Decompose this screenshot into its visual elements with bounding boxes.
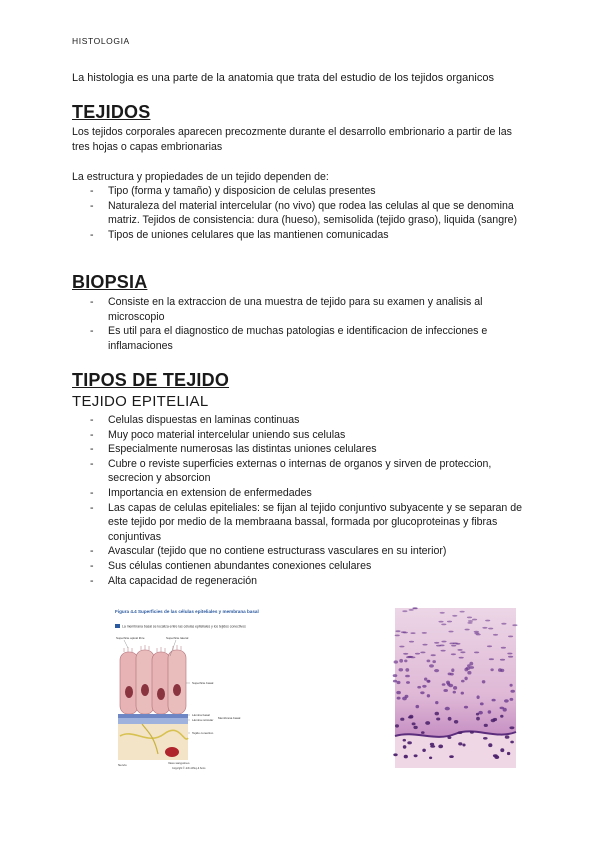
- cell-nucleus: [468, 620, 473, 622]
- cell-nucleus: [421, 731, 425, 734]
- cell-nucleus: [448, 631, 453, 633]
- cell-nucleus: [504, 699, 509, 702]
- cell-nucleus: [501, 623, 506, 625]
- cell-nucleus: [461, 680, 465, 683]
- label-lateral: Superficie lateral: [166, 636, 189, 640]
- cell-nucleus: [427, 660, 431, 663]
- cell-nucleus: [448, 684, 453, 687]
- figure-caption: Figura 4.4 Superficies de las células epiteliales y membrana basal: [115, 609, 259, 614]
- cell-nucleus: [443, 689, 448, 692]
- blood-vessel: [165, 747, 179, 757]
- cell-nucleus: [434, 669, 439, 672]
- cell-nucleus: [451, 668, 454, 672]
- cell-nucleus: [488, 710, 492, 713]
- cell-nucleus: [438, 745, 443, 749]
- cell-nucleus: [507, 653, 512, 655]
- cell-nucleus: [396, 691, 401, 694]
- list-item: - Es util para el diagnostico de muchas patologias e identificacion de infecciones e inflamaciones: [72, 324, 532, 353]
- epithelium-diagram-figure: [114, 606, 259, 770]
- cell-nucleus: [394, 660, 398, 663]
- label-connective: Tejido conectivo: [192, 731, 214, 735]
- cell-nucleus: [505, 735, 510, 738]
- cell-nucleus: [420, 691, 424, 694]
- cell-nucleus: [432, 660, 436, 663]
- cell-nucleus: [488, 628, 493, 630]
- cell-nucleus: [399, 668, 404, 671]
- cell-nucleus: [480, 702, 484, 705]
- cell-nucleus: [440, 612, 445, 614]
- list-item: - Alta capacidad de regeneración: [72, 574, 532, 589]
- cell-nucleus: [441, 641, 446, 643]
- cell-nucleus: [476, 713, 479, 716]
- cell-nucleus: [403, 739, 406, 742]
- cell-nucleus: [462, 744, 465, 747]
- cell-nucleus: [399, 646, 404, 648]
- cell-nucleus: [403, 653, 408, 655]
- cell-nucleus: [414, 754, 418, 757]
- cell-nucleus: [451, 653, 456, 655]
- cell-nucleus: [393, 680, 397, 683]
- cell-nucleus: [460, 611, 465, 613]
- cell-nucleus: [427, 694, 430, 697]
- cell-nucleus: [512, 624, 517, 626]
- cell-nucleus: [493, 754, 498, 757]
- cell-nucleus: [500, 707, 505, 710]
- list-item: - Muy poco material intercelular uniendo sus celulas: [72, 428, 532, 443]
- cell-nucleus: [474, 631, 479, 633]
- cell-nucleus: [438, 621, 443, 623]
- cell-nucleus: [395, 724, 399, 727]
- section-title-tejidos: TEJIDOS: [72, 102, 151, 122]
- list-item: - Sus células contienen abundantes conexiones celulares: [72, 559, 532, 574]
- cell-nucleus: [476, 717, 480, 721]
- cell-nucleus: [400, 718, 404, 721]
- cell-nucleus: [430, 745, 435, 748]
- section-title-biopsia: BIOPSIA: [72, 272, 148, 292]
- cell-nucleus: [447, 621, 452, 623]
- cell-nucleus: [500, 715, 503, 718]
- list-item: - Tipo (forma y tamaño) y disposicion de celulas presentes: [72, 184, 532, 199]
- cell-nucleus: [449, 643, 454, 645]
- cell-nucleus: [442, 683, 446, 686]
- epithelial-cells: [120, 650, 186, 714]
- cell-nucleus: [464, 677, 467, 681]
- cell-nucleus: [458, 731, 463, 734]
- cell-nucleus: [507, 752, 510, 755]
- cell-nucleus: [445, 707, 450, 711]
- cell-nucleus: [441, 650, 446, 652]
- reticular-lamina: [118, 718, 188, 724]
- cell-nucleus: [404, 660, 407, 663]
- cell-nucleus: [477, 695, 480, 699]
- label-vessel: Vaso sanguíneo: [168, 761, 190, 765]
- cell-nucleus: [449, 755, 454, 758]
- cell-nucleus: [402, 697, 407, 701]
- cell-nucleus: [455, 643, 460, 645]
- cell-nucleus: [426, 680, 430, 683]
- cell-nucleus: [498, 668, 502, 672]
- cell-nucleus: [461, 692, 464, 695]
- cell-nucleus: [482, 627, 487, 629]
- list-item: - Consiste en la extraccion de una muestra de tejido para su examen y analisis al microscopio: [72, 295, 532, 324]
- cell-nucleus: [409, 609, 414, 611]
- cell-nucleus: [412, 722, 416, 725]
- cell-nucleus: [474, 652, 479, 654]
- cell-nucleus: [508, 636, 513, 638]
- cell-nucleus: [425, 721, 430, 725]
- label-apical: Superficie apical libre: [116, 636, 145, 640]
- cell-nucleus: [422, 644, 427, 646]
- cell-nucleus: [409, 715, 413, 719]
- cell-nucleus: [397, 681, 401, 684]
- cell-nucleus: [441, 624, 446, 626]
- figure-credit: Copyright © John Wiley & Sons: [172, 767, 206, 770]
- cell-nucleus: [409, 641, 414, 643]
- figure-marker-icon: [115, 624, 120, 628]
- list-item: - Especialmente numerosas las distintas uniones celulares: [72, 442, 532, 457]
- cell-nucleus: [393, 674, 398, 677]
- cell-nucleus: [467, 617, 472, 619]
- cell-nucleus: [492, 699, 496, 702]
- subsection-title-epitelial: TEJIDO EPITELIAL: [72, 393, 209, 410]
- cell-nucleus: [436, 645, 441, 647]
- figure-sublabel: La membrana basal se localiza entre las células epiteliales y los tejidos conectivos: [122, 624, 246, 629]
- cell-nucleus: [435, 712, 439, 716]
- cell-nucleus: [500, 659, 505, 661]
- cell-nucleus: [460, 651, 465, 653]
- label-basal-lamina: Lámina basal: [192, 713, 210, 717]
- cell-nucleus: [472, 619, 477, 621]
- list-item: - Avascular (tejido que no contiene estructurass vasculares en su interior): [72, 544, 532, 559]
- cell-nucleus: [422, 685, 426, 688]
- cell-nucleus: [459, 657, 464, 659]
- intro-text: La histologia es una parte de la anatomia que trata del estudio de los tejidos organicos: [72, 72, 494, 84]
- cell-nucleus: [434, 642, 439, 644]
- list-item: - Cubre o reviste superficies externas o internas de organos y sirven de proteccion, secrecion y absorcion: [72, 457, 532, 486]
- tejidos-paragraph: Los tejidos corporales aparecen precozmente durante el desarrollo embrionario a partir de las tres hojas o capas embrionarias: [72, 126, 512, 153]
- cell-nucleus: [424, 678, 427, 681]
- cell-nucleus: [422, 632, 427, 634]
- label-basal: Superficie basal: [192, 681, 214, 685]
- label-basement-membrane: Membrana basal: [218, 716, 241, 720]
- section-title-tipos: TIPOS DE TEJIDO: [72, 370, 230, 390]
- cell-nucleus: [420, 652, 425, 654]
- cell-nucleus: [487, 645, 492, 647]
- cell-nucleus: [407, 741, 412, 744]
- list-item: - Naturaleza del material intercelular (no vivo) que rodea las celulas al que se denomina matriz. Tejidos de consistencia: dura (hueso), semisolida (tejido graso), liquida (sangre): [72, 199, 532, 228]
- epitelial-list: [72, 413, 532, 588]
- cell-nucleus: [413, 726, 417, 729]
- cell-nucleus: [393, 753, 397, 756]
- cell-nucleus: [483, 737, 488, 740]
- cell-nucleus: [431, 654, 436, 656]
- list-item: - Tipos de uniones celulares que las mantienen comunicadas: [72, 228, 532, 243]
- cell-nucleus: [510, 698, 514, 701]
- cell-nucleus: [476, 634, 481, 636]
- cell-nucleus: [493, 634, 498, 636]
- cell-nucleus: [422, 749, 426, 752]
- cell-nucleus: [402, 610, 407, 612]
- cell-nucleus: [401, 631, 406, 633]
- cell-nucleus: [509, 726, 514, 729]
- cell-nucleus: [415, 653, 420, 655]
- tejidos-lead: La estructura y propiedades de un tejido dependen de:: [72, 171, 329, 183]
- epithelium-micrograph: [395, 608, 516, 768]
- cell-nucleus: [436, 718, 440, 721]
- cell-nucleus: [395, 630, 400, 632]
- cell-nucleus: [399, 659, 403, 663]
- cell-nucleus: [429, 757, 432, 760]
- cell-nucleus: [429, 664, 434, 667]
- cell-nucleus: [501, 647, 506, 649]
- basal-lamina: [118, 714, 188, 718]
- tejidos-list: [72, 184, 532, 242]
- cell-nucleus: [467, 622, 472, 624]
- epithelium-micrograph-figure: [395, 608, 516, 768]
- cell-nucleus: [403, 745, 407, 749]
- cell-nucleus: [448, 717, 452, 721]
- cell-nucleus: [484, 724, 488, 727]
- cell-nucleus: [488, 743, 492, 747]
- label-reticular-lamina: Lámina reticular: [192, 718, 214, 722]
- cell-nucleus: [457, 649, 462, 651]
- cell-nucleus: [508, 656, 513, 658]
- cell-nucleus: [397, 697, 401, 700]
- cell-nucleus: [417, 686, 421, 689]
- cell-nucleus: [485, 620, 490, 622]
- cell-nucleus: [435, 701, 438, 704]
- cell-nucleus: [469, 666, 474, 669]
- cell-nucleus: [458, 742, 462, 745]
- cell-nucleus: [470, 731, 474, 734]
- cell-nucleus: [416, 705, 420, 708]
- cell-nucleus: [467, 671, 471, 675]
- label-nerve: Nervio: [118, 763, 127, 767]
- cell-nucleus: [465, 629, 470, 631]
- cell-nucleus: [482, 680, 486, 683]
- biopsia-list: [72, 295, 532, 353]
- cell-nucleus: [489, 658, 494, 660]
- epithelium-diagram: [114, 606, 259, 770]
- cell-nucleus: [491, 719, 496, 722]
- cell-nucleus: [469, 662, 473, 666]
- cell-nucleus: [446, 681, 450, 685]
- cell-nucleus: [410, 632, 415, 634]
- cell-nucleus: [413, 608, 418, 610]
- cell-nucleus: [395, 635, 400, 637]
- cell-nucleus: [405, 675, 410, 678]
- cell-nucleus: [490, 668, 493, 671]
- cell-nucleus: [510, 684, 513, 687]
- cell-nucleus: [500, 748, 504, 752]
- document-header: HISTOLOGIA: [72, 36, 130, 46]
- cell-nucleus: [510, 741, 514, 744]
- cell-nucleus: [464, 706, 468, 709]
- cell-nucleus: [406, 681, 410, 684]
- cell-nucleus: [453, 691, 456, 694]
- cell-nucleus: [447, 736, 451, 739]
- cell-nucleus: [408, 656, 413, 658]
- cell-nucleus: [454, 720, 458, 724]
- cell-nucleus: [405, 668, 409, 672]
- cell-nucleus: [450, 673, 454, 676]
- cell-nucleus: [452, 615, 457, 617]
- cell-nucleus: [451, 645, 456, 647]
- cell-nucleus: [404, 755, 408, 759]
- list-item: - Importancia en extension de enfermedades: [72, 486, 532, 501]
- cell-nucleus: [510, 690, 515, 693]
- cell-nucleus: [453, 686, 457, 690]
- list-item: - Las capas de celulas epiteliales: se fijan al tejido conjuntivo subyacente y se separan de este tejido por medio de la membraana bassal, formada por glucoproteinas y fibras conjuntivas: [72, 501, 532, 545]
- list-item: - Celulas dispuestas en laminas continuas: [72, 413, 532, 428]
